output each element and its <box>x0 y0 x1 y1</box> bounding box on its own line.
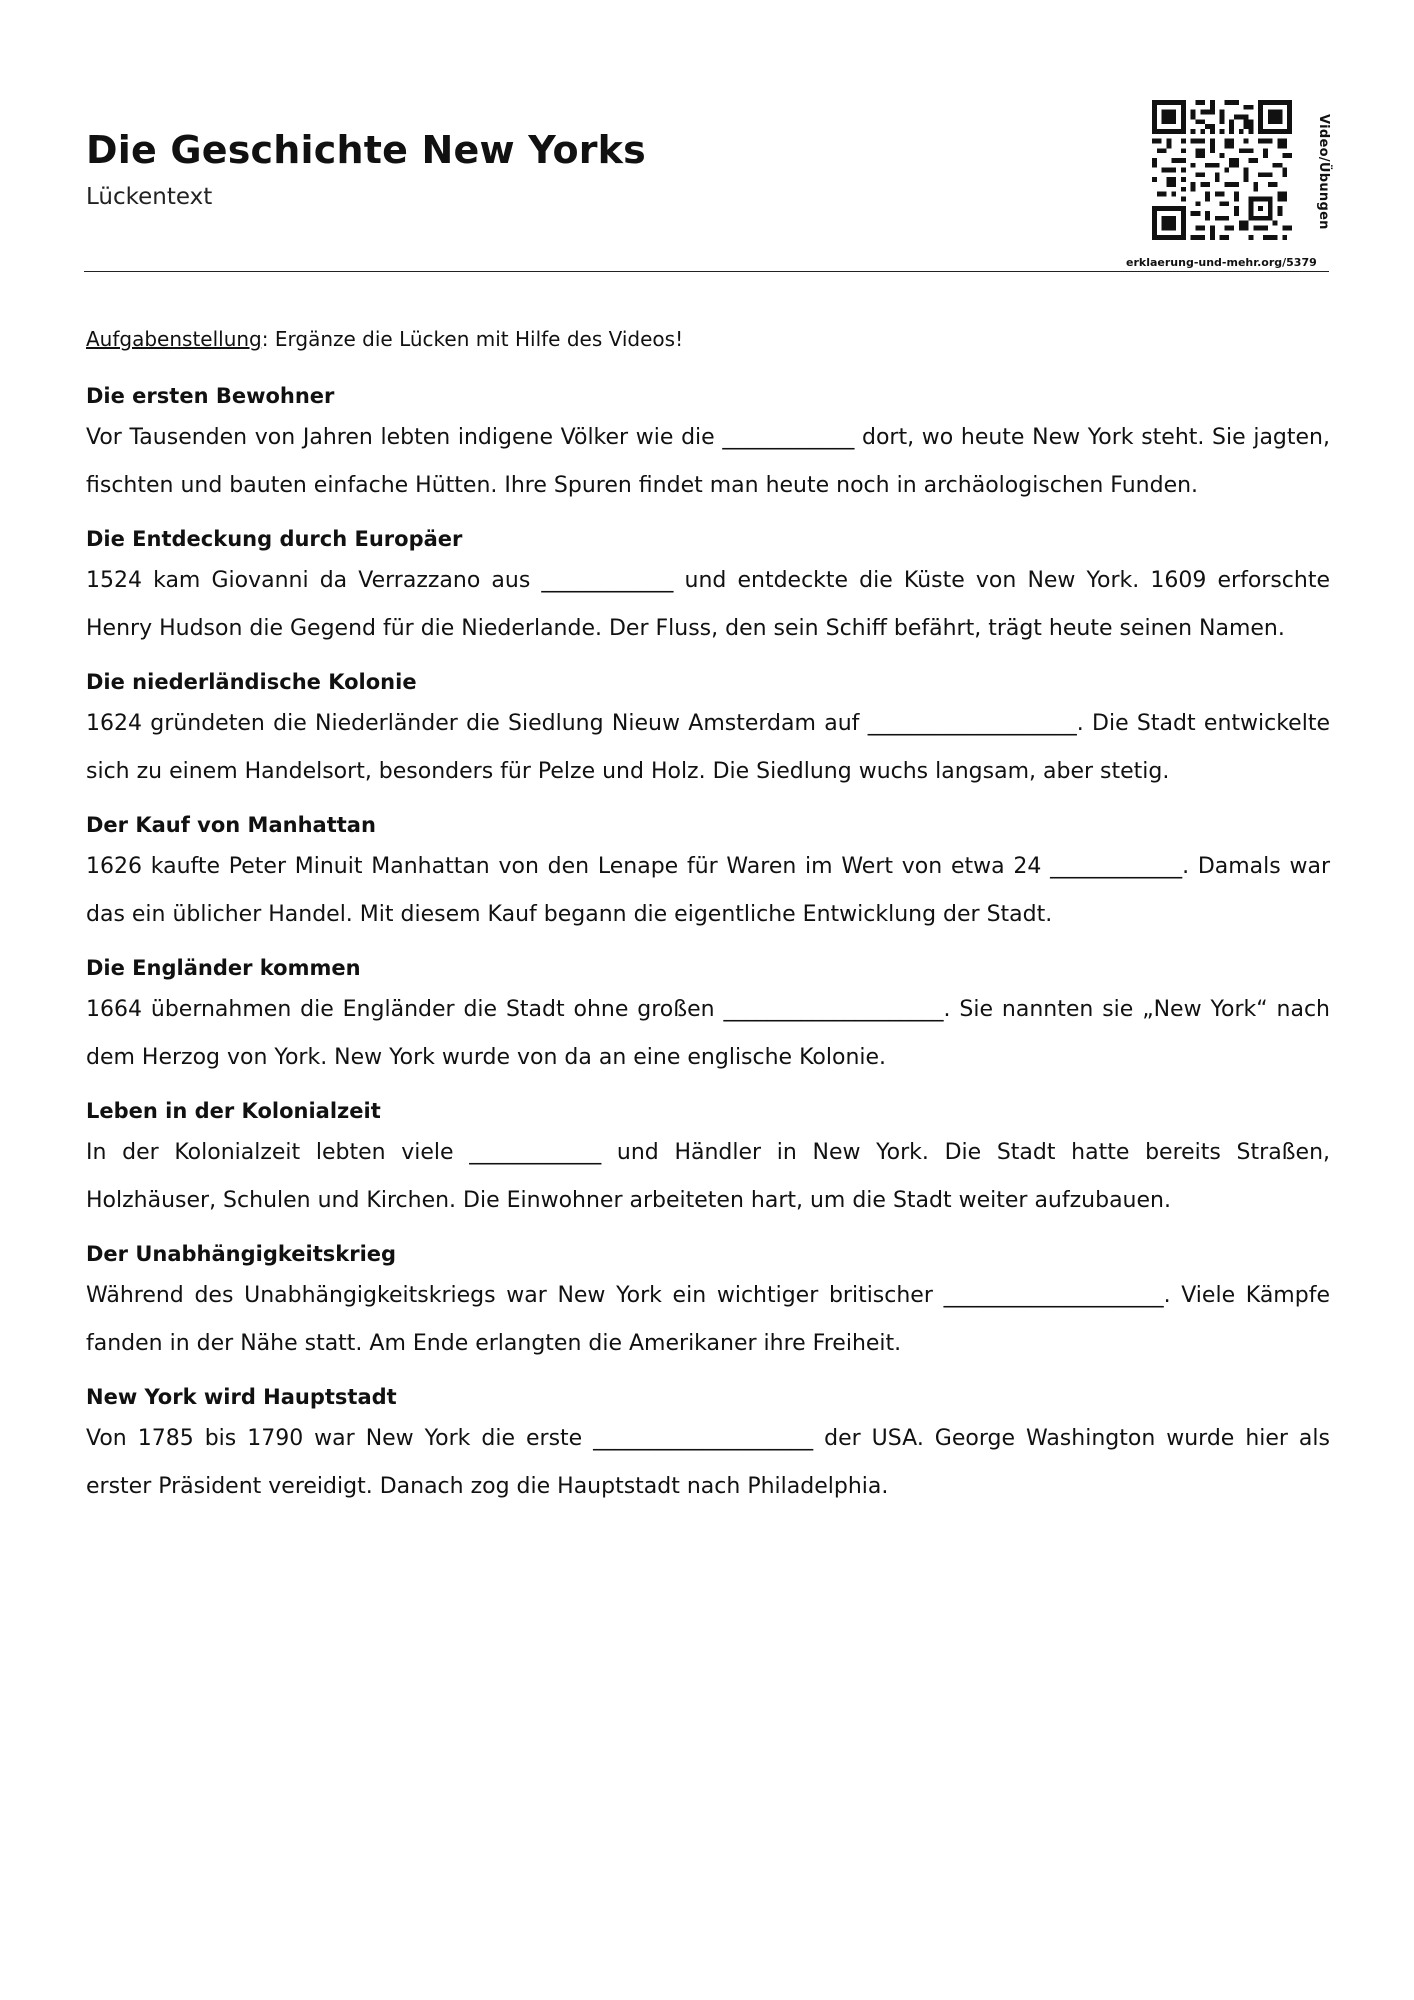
section-dutch-colony <box>86 664 1330 795</box>
task-text: : Ergänze die Lücken mit Hilfe des Videos! <box>261 327 684 351</box>
section-text: Während des Unabhängigkeitskriegs war New York ein wichtiger britischer ____________________. Viele Kämpfe fanden in der Nähe statt. Am Ende erlangten die Amerikaner ihre Freiheit. <box>86 1283 1330 1356</box>
section-heading: Die Engländer kommen <box>86 956 361 980</box>
section-heading: Die niederländische Kolonie <box>86 670 417 694</box>
section-text: 1626 kaufte Peter Minuit Manhattan von den Lenape für Waren im Wert von etwa 24 ____________. Damals war das ein üblicher Handel. Mit diesem Kauf begann die eigentliche Entwicklung der Stadt. <box>86 854 1330 927</box>
section-text: 1664 übernahmen die Engländer die Stadt ohne großen ____________________. Sie nannten sie „New York“ nach dem Herzog von York. New York wurde von da an eine englische Kolonie. <box>86 997 1330 1070</box>
header-divider <box>84 271 1329 272</box>
section-heading: Die ersten Bewohner <box>86 384 335 408</box>
section-heading: Der Unabhängigkeitskrieg <box>86 1242 397 1266</box>
qr-code-icon <box>1152 100 1292 240</box>
section-heading: Die Entdeckung durch Europäer <box>86 527 463 551</box>
section-war-of-independence <box>86 1236 1330 1367</box>
section-european-discovery <box>86 521 1330 652</box>
section-heading: Leben in der Kolonialzeit <box>86 1099 381 1123</box>
section-heading: New York wird Hauptstadt <box>86 1385 397 1409</box>
section-text: 1524 kam Giovanni da Verrazzano aus ____________ und entdeckte die Küste von New York. 1609 erforschte Henry Hudson die Gegend für die Niederlande. Der Fluss, den sein Schiff befährt, trägt heute seinen Namen. <box>86 568 1330 641</box>
section-purchase-of-manhattan <box>86 807 1330 938</box>
section-heading: Der Kauf von Manhattan <box>86 813 376 837</box>
page-subtitle: Lückentext <box>86 184 213 210</box>
section-english-arrive <box>86 950 1330 1081</box>
worksheet-content <box>86 320 1330 1522</box>
section-first-inhabitants <box>86 378 1330 509</box>
section-text: 1624 gründeten die Niederländer die Siedlung Nieuw Amsterdam auf ___________________. Die Stadt entwickelte sich zu einem Handelsort, besonders für Pelze und Holz. Die Siedlung wuchs langsam, aber stetig. <box>86 711 1330 784</box>
task-instruction <box>86 320 1330 358</box>
qr-url: erklaerung-und-mehr.org/5379 <box>1126 256 1317 269</box>
section-capital-city <box>86 1379 1330 1510</box>
qr-side-label: Video/Übungen <box>1316 114 1331 230</box>
section-text: Von 1785 bis 1790 war New York die erste ____________________ der USA. George Washington wurde hier als erster Präsident vereidigt. Danach zog die Hauptstadt nach Philadelphia. <box>86 1426 1330 1499</box>
section-text: Vor Tausenden von Jahren lebten indigene Völker wie die ____________ dort, wo heute New York steht. Sie jagten, fischten und bauten einfache Hütten. Ihre Spuren findet man heute noch in archäologischen Funden. <box>86 425 1330 498</box>
page-title: Die Geschichte New Yorks <box>86 128 646 172</box>
section-text: In der Kolonialzeit lebten viele ____________ und Händler in New York. Die Stadt hatte bereits Straßen, Holzhäuser, Schulen und Kirchen. Die Einwohner arbeiteten hart, um die Stadt weiter aufzubauen. <box>86 1140 1330 1213</box>
task-label: Aufgabenstellung <box>86 327 262 351</box>
section-colonial-life <box>86 1093 1330 1224</box>
